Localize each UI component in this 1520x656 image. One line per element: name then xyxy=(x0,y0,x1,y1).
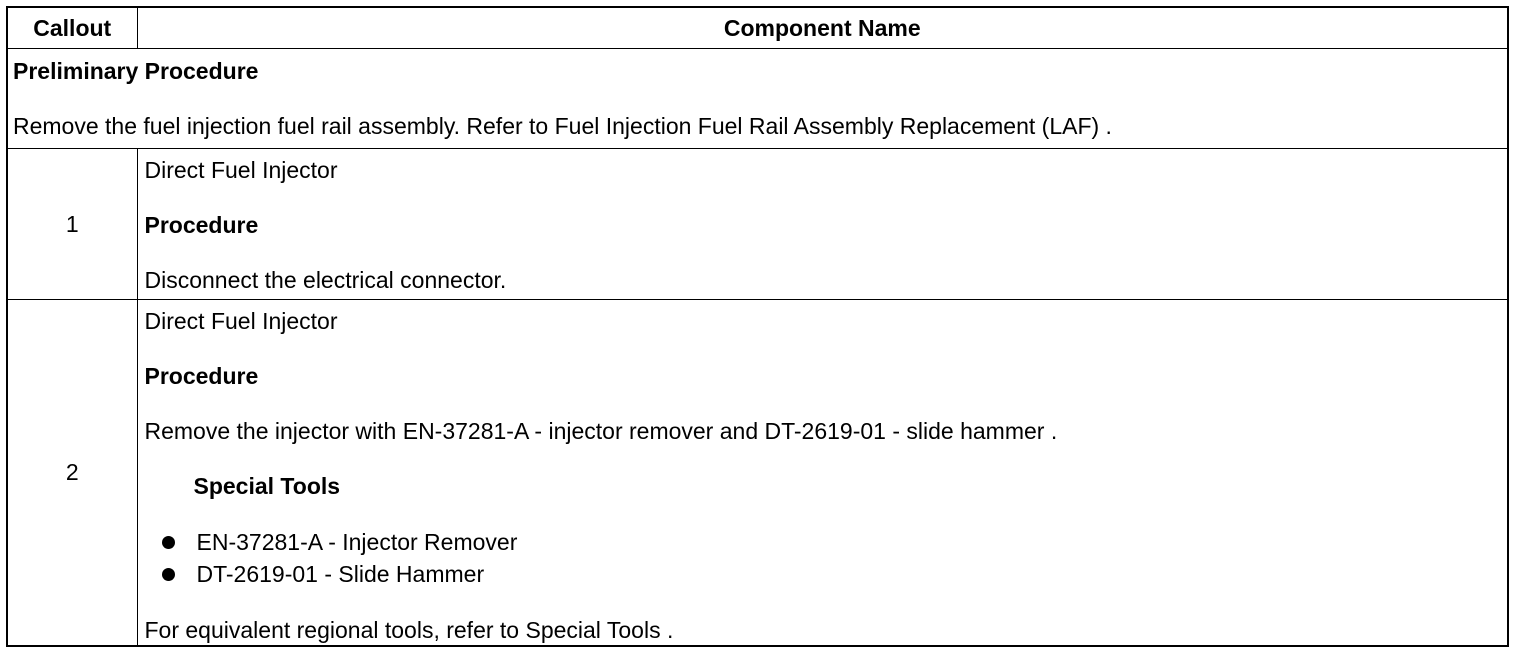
table-row xyxy=(7,300,1508,647)
bullet-icon xyxy=(162,568,175,581)
component-name: Direct Fuel Injector xyxy=(144,308,338,334)
table-header-row xyxy=(7,7,1508,49)
procedure-label: Procedure xyxy=(144,363,259,389)
tool-name: EN-37281-A - Injector Remover xyxy=(196,529,518,555)
procedure-table xyxy=(6,6,1509,647)
list-item xyxy=(145,526,1508,558)
list-item xyxy=(145,558,1508,590)
table-row xyxy=(7,149,1508,300)
special-tools-label: Special Tools xyxy=(193,473,341,499)
procedure-step: Disconnect the electrical connector. xyxy=(144,267,507,293)
component-name: Direct Fuel Injector xyxy=(144,157,338,183)
callout-number: 1 xyxy=(7,149,137,300)
preliminary-text: Remove the fuel injection fuel rail assembly. Refer to Fuel Injection Fuel Rail Assembly Replacement (LAF) . xyxy=(13,113,1112,139)
preliminary-title: Preliminary Procedure xyxy=(13,58,259,84)
preliminary-row xyxy=(7,49,1508,149)
procedure-label: Procedure xyxy=(144,212,259,238)
bullet-icon xyxy=(162,536,175,549)
header-component-name: Component Name xyxy=(137,7,1508,49)
special-tools-list xyxy=(145,526,1508,590)
procedure-step: Remove the injector with EN-37281-A - injector remover and DT-2619-01 - slide hammer . xyxy=(144,418,1058,444)
tool-name: DT-2619-01 - Slide Hammer xyxy=(196,561,485,587)
callout-number: 2 xyxy=(7,300,137,647)
regional-tools-note: For equivalent regional tools, refer to Special Tools . xyxy=(144,617,674,643)
header-callout: Callout xyxy=(7,7,137,49)
